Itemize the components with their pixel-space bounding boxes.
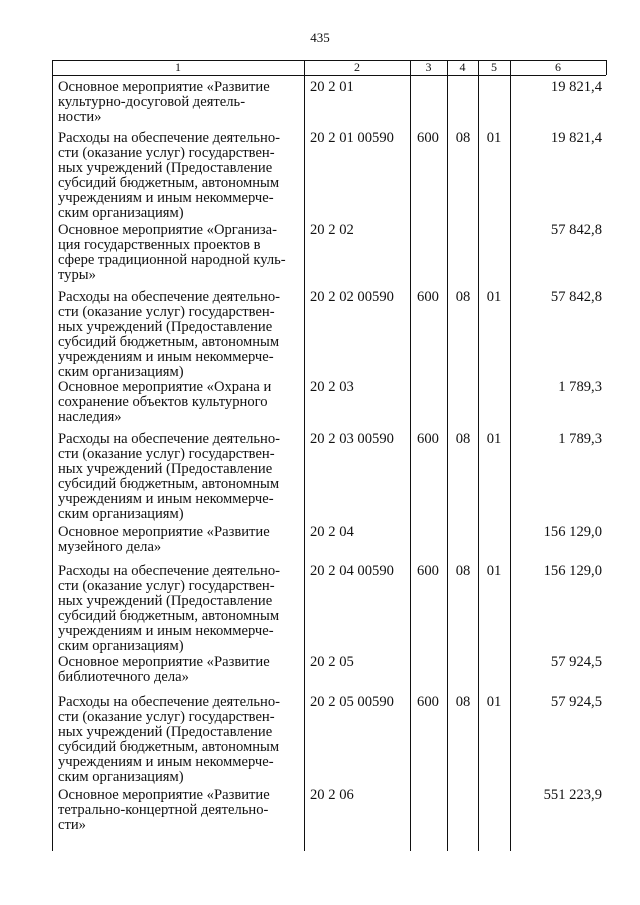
row-sum: 19 821,4 — [550, 130, 602, 146]
column-header: 6 — [555, 60, 561, 74]
row-pr: 01 — [486, 130, 502, 146]
row-code: 20 2 01 00590 — [310, 130, 394, 146]
column-header: 4 — [459, 60, 466, 74]
row-pr: 01 — [486, 563, 502, 579]
row-rz: 08 — [455, 289, 471, 305]
row-sum: 57 842,8 — [550, 222, 602, 238]
row-rz: 08 — [455, 563, 471, 579]
row-code: 20 2 04 00590 — [310, 563, 394, 579]
row-sum: 19 821,4 — [550, 79, 602, 95]
row-sum: 156 129,0 — [543, 563, 602, 579]
row-name: Основное мероприятие «Развитие тетрально-концертной деятельно- сти» — [58, 787, 270, 833]
row-name: Основное мероприятие «Охрана и сохранение объектов культурного наследия» — [58, 379, 272, 425]
row-sum: 551 223,9 — [543, 787, 602, 803]
row-code: 20 2 02 — [310, 222, 354, 238]
row-pr: 01 — [486, 431, 502, 447]
row-name: Основное мероприятие «Развитие музейного дела» — [58, 524, 270, 555]
row-name: Расходы на обеспечение деятельно- сти (оказание услуг) государствен- ных учреждений (Предоставление субсидий бюджетным, автономным учреждениям и иным некоммерче- ским организациям) — [58, 289, 281, 380]
column-divider — [478, 60, 479, 851]
row-sum: 1 789,3 — [558, 379, 602, 395]
row-vr: 600 — [417, 694, 439, 710]
row-rz: 08 — [455, 694, 471, 710]
column-divider — [447, 60, 448, 851]
row-pr: 01 — [486, 289, 502, 305]
row-sum: 156 129,0 — [543, 524, 602, 540]
row-name: Основное мероприятие «Развитие библиотечного дела» — [58, 654, 270, 685]
row-code: 20 2 02 00590 — [310, 289, 394, 305]
row-vr: 600 — [417, 563, 439, 579]
row-code: 20 2 05 00590 — [310, 694, 394, 710]
row-sum: 57 924,5 — [550, 654, 602, 670]
row-code: 20 2 06 — [310, 787, 354, 803]
row-pr: 01 — [486, 694, 502, 710]
row-sum: 57 924,5 — [550, 694, 602, 710]
row-name: Основное мероприятие «Организа- ция государственных проектов в сфере традиционной народной куль- туры» — [58, 222, 286, 283]
table-header-rule — [52, 75, 606, 76]
page-number: 435 — [310, 30, 330, 45]
row-name: Основное мероприятие «Развитие культурно-досуговой деятель- ности» — [58, 79, 270, 125]
column-divider — [410, 60, 411, 851]
row-vr: 600 — [417, 289, 439, 305]
row-rz: 08 — [455, 431, 471, 447]
row-vr: 600 — [417, 431, 439, 447]
row-sum: 1 789,3 — [558, 431, 602, 447]
row-code: 20 2 03 — [310, 379, 354, 395]
row-code: 20 2 04 — [310, 524, 354, 540]
row-name: Расходы на обеспечение деятельно- сти (оказание услуг) государствен- ных учреждений (Предоставление субсидий бюджетным, автономным учреждениям и иным некоммерче- ским организациям) — [58, 130, 281, 221]
table-border-right — [606, 60, 607, 75]
row-name: Расходы на обеспечение деятельно- сти (оказание услуг) государствен- ных учреждений (Предоставление субсидий бюджетным, автономным учреждениям и иным некоммерче- ским организациям) — [58, 431, 281, 522]
column-header: 1 — [175, 60, 181, 74]
column-header: 5 — [491, 60, 497, 74]
row-vr: 600 — [417, 130, 439, 146]
row-code: 20 2 03 00590 — [310, 431, 394, 447]
column-divider — [510, 60, 511, 851]
row-code: 20 2 01 — [310, 79, 354, 95]
row-name: Расходы на обеспечение деятельно- сти (оказание услуг) государствен- ных учреждений (Предоставление субсидий бюджетным, автономным учреждениям и иным некоммерче- ским организациям) — [58, 694, 281, 785]
row-sum: 57 842,8 — [550, 289, 602, 305]
row-code: 20 2 05 — [310, 654, 354, 670]
column-divider — [304, 60, 305, 851]
column-header: 2 — [354, 60, 360, 74]
row-rz: 08 — [455, 130, 471, 146]
table-border-left — [52, 60, 53, 851]
column-header: 3 — [425, 60, 432, 74]
row-name: Расходы на обеспечение деятельно- сти (оказание услуг) государствен- ных учреждений (Предоставление субсидий бюджетным, автономным учреждениям и иным некоммерче- ским организациям) — [58, 563, 281, 654]
